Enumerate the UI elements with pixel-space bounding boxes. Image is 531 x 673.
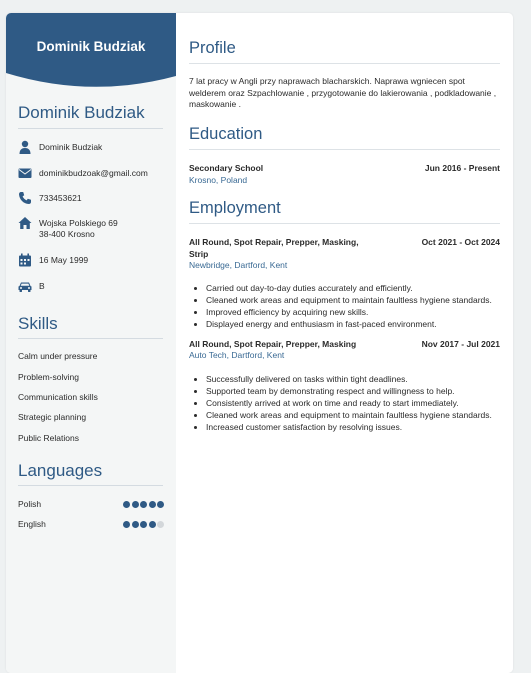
language-level	[122, 500, 165, 510]
duty-item: • Improved efficiency by acquiring new skills.	[206, 306, 513, 318]
job-title	[189, 236, 359, 260]
job-company: Newbridge, Dartford, Kent	[189, 260, 288, 270]
level-dot-filled	[132, 501, 139, 508]
languages-title: Languages	[18, 461, 103, 480]
education-school: Secondary School	[189, 163, 264, 173]
contact-address-text	[39, 218, 118, 240]
job-duties	[189, 282, 513, 330]
education-place: Krosno, Poland	[189, 175, 248, 185]
duty-item: • Successfully delivered on tasks within tight deadlines.	[206, 373, 513, 385]
level-dot-filled	[123, 501, 130, 508]
language-row	[18, 519, 164, 529]
resume-page	[6, 13, 513, 673]
divider	[189, 63, 500, 64]
header-name: Dominik Budziak	[36, 39, 146, 54]
address-line-1: Wojska Polskiego 69	[39, 218, 118, 228]
job-date: Nov 2017 - Jul 2021	[421, 339, 500, 349]
contact-driving-license-text: B	[39, 281, 45, 291]
phone-icon	[18, 191, 32, 205]
level-dot-filled	[123, 521, 130, 528]
contact-address	[18, 218, 168, 242]
level-dot-filled	[149, 521, 156, 528]
skill-item: Calm under pressure	[18, 351, 98, 361]
contact-name-text: Dominik Budziak	[39, 142, 103, 152]
divider	[18, 338, 163, 339]
profile-title: Profile	[189, 39, 236, 57]
skill-item: Problem-solving	[18, 372, 79, 382]
duty-item: • Displayed energy and enthusiasm in fast-paced environment.	[206, 318, 513, 330]
job-title-line: Strip	[189, 249, 209, 259]
envelope-icon	[18, 166, 32, 180]
level-dot-filled	[140, 501, 147, 508]
skill-item: Strategic planning	[18, 412, 87, 422]
duty-item: • Supported team by demonstrating respect and willingness to help.	[206, 385, 513, 397]
contact-birthdate-text: 16 May 1999	[39, 255, 89, 265]
sidebar	[6, 13, 176, 673]
duty-item: • Increased customer satisfaction by resolving issues.	[206, 421, 513, 433]
job-title-line: All Round, Spot Repair, Prepper, Masking,	[189, 237, 359, 247]
divider	[189, 149, 500, 150]
employment-title: Employment	[189, 199, 281, 217]
calendar-icon	[18, 253, 32, 267]
level-dot-filled	[132, 521, 139, 528]
duty-item: • Carried out day-to-day duties accurately and efficiently.	[206, 282, 513, 294]
language-name: English	[18, 519, 46, 529]
language-level	[122, 520, 165, 530]
skill-item: Public Relations	[18, 433, 79, 443]
job-date: Oct 2021 - Oct 2024	[421, 237, 500, 247]
profile-text: 7 lat pracy w Angli przy naprawach blacharskich. Naprawa wgniecen spot welderem oraz Szpachlowanie , przygotowanie do lakierowania , podkladowanie , maskowanie .	[189, 76, 497, 110]
contact-email-text[interactable]: dominikbudzoak@gmail.com	[39, 168, 148, 178]
education-title: Education	[189, 125, 263, 143]
person-icon	[18, 140, 32, 154]
level-dot-filled	[149, 501, 156, 508]
sidebar-name-title: Dominik Budziak	[18, 103, 145, 122]
duty-item: • Cleaned work areas and equipment to maintain faultless hygiene standards.	[206, 294, 513, 306]
duty-item: • Consistently arrived at work on time and ready to start immediately.	[206, 397, 513, 409]
address-line-2: 38-400 Krosno	[39, 229, 95, 239]
home-icon	[18, 216, 32, 230]
language-row	[18, 499, 164, 509]
level-dot-empty	[157, 521, 164, 528]
skills-title: Skills	[18, 314, 58, 333]
job-title: All Round, Spot Repair, Prepper, Masking	[189, 339, 357, 349]
divider	[189, 223, 500, 224]
job-duties	[189, 373, 513, 433]
duty-item: • Cleaned work areas and equipment to maintain faultless hygiene standards.	[206, 409, 513, 421]
education-date: Jun 2016 - Present	[424, 163, 500, 173]
divider	[18, 485, 163, 486]
contact-phone-text[interactable]: 733453621	[39, 193, 82, 203]
car-icon	[18, 279, 32, 293]
level-dot-filled	[140, 521, 147, 528]
job-company: Auto Tech, Dartford, Kent	[189, 350, 285, 360]
divider	[18, 128, 163, 129]
language-name: Polish	[18, 499, 42, 509]
skill-item: Communication skills	[18, 392, 98, 402]
main-content	[176, 13, 513, 673]
level-dot-filled	[157, 501, 164, 508]
